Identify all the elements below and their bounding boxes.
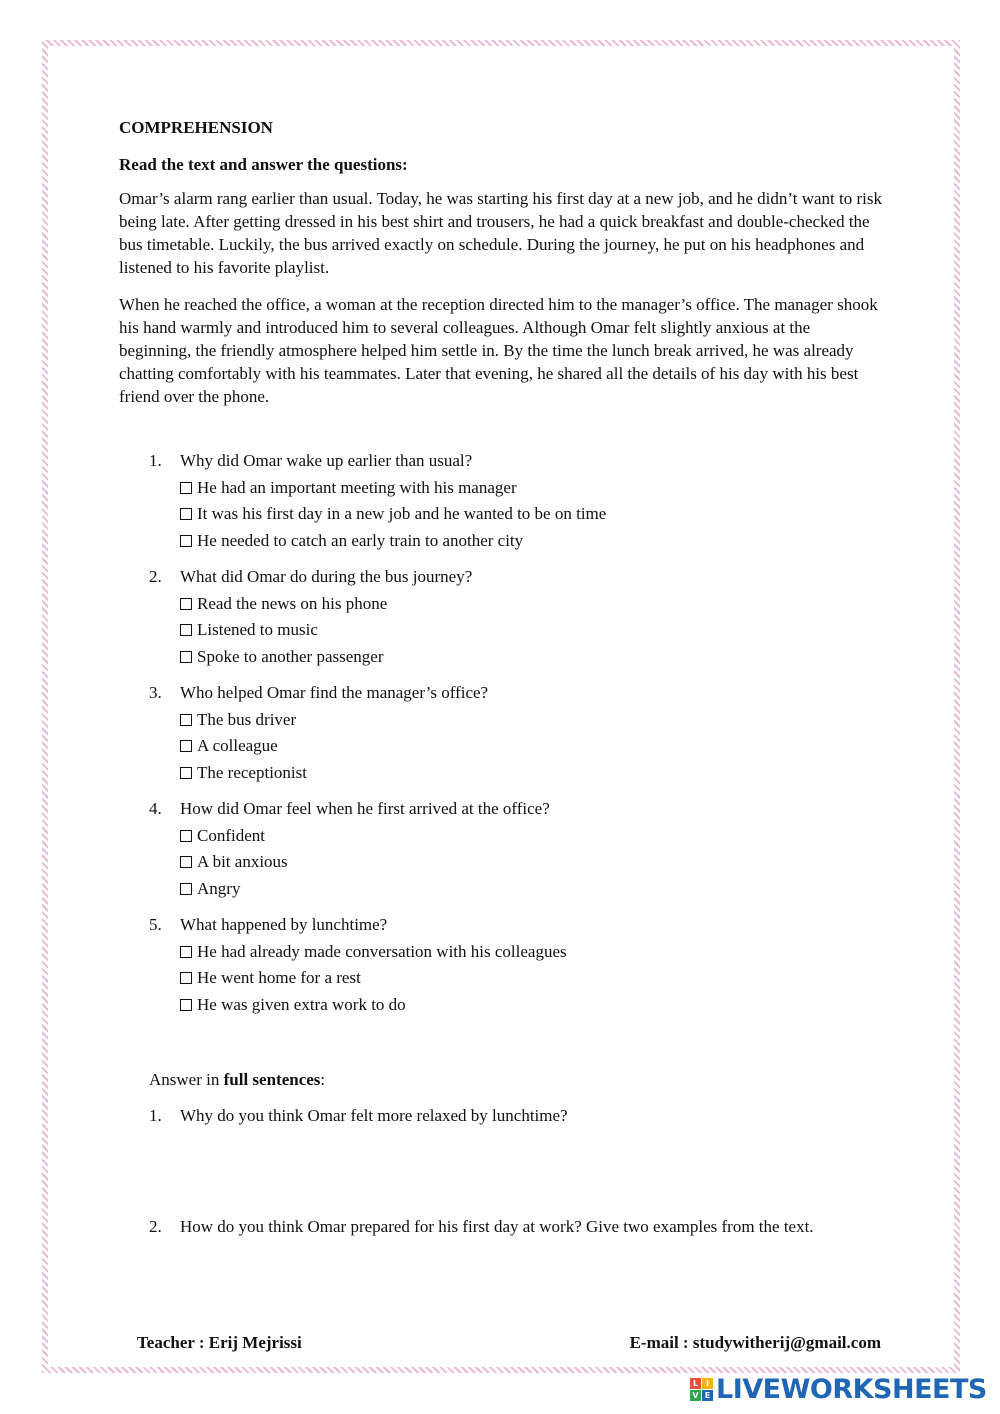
question-number: 4. (149, 799, 162, 818)
option-label: He was given extra work to do (197, 994, 406, 1014)
answer-option[interactable] (149, 733, 884, 760)
open-question (149, 1106, 884, 1126)
checkbox[interactable] (180, 830, 192, 842)
answer-option[interactable] (149, 823, 884, 850)
question-text: Why did Omar wake up earlier than usual? (180, 451, 473, 470)
option-label: Confident (197, 825, 265, 845)
option-label: He had already made conversation with his colleagues (197, 941, 567, 961)
question-text: Who helped Omar find the manager’s office? (180, 683, 489, 702)
open-question (149, 1217, 884, 1237)
answer-option[interactable] (149, 475, 884, 502)
checkbox[interactable] (180, 946, 192, 958)
checkbox[interactable] (180, 508, 192, 520)
option-label: A colleague (197, 736, 278, 755)
checkbox[interactable] (180, 624, 192, 636)
checkbox[interactable] (180, 482, 192, 494)
worksheet-content (119, 118, 884, 1237)
live-logo-icon: L I V E (690, 1378, 713, 1401)
instruction: Read the text and answer the questions: (119, 155, 408, 174)
question-item (149, 912, 884, 1018)
answer-option[interactable] (149, 644, 884, 671)
question-item (149, 564, 884, 670)
question-text: Why do you think Omar felt more relaxed by lunchtime? (180, 1106, 568, 1125)
liveworksheets-logo (690, 1374, 987, 1405)
checkbox[interactable] (180, 740, 192, 752)
checkbox[interactable] (180, 598, 192, 610)
teacher-email: E-mail : studywitherij@gmail.com (629, 1333, 881, 1352)
option-label: Spoke to another passenger (197, 646, 384, 666)
answer-option[interactable] (149, 528, 884, 555)
question-number: 1. (149, 1106, 162, 1125)
question-text: What did Omar do during the bus journey? (180, 567, 473, 586)
option-label: He needed to catch an early train to another city (197, 530, 524, 550)
question-text: What happened by lunchtime? (180, 915, 388, 934)
answer-option[interactable] (149, 849, 884, 876)
question-item (149, 680, 884, 786)
question-number: 2. (149, 567, 162, 586)
question-item (149, 796, 884, 902)
answer-option[interactable] (149, 939, 884, 966)
answer-option[interactable] (149, 992, 884, 1019)
answer-option[interactable] (149, 760, 884, 787)
option-label: Angry (197, 878, 241, 898)
checkbox[interactable] (180, 651, 192, 663)
answer-option[interactable] (149, 617, 884, 644)
option-label: Read the news on his phone (197, 593, 388, 613)
question-number: 1. (149, 451, 162, 470)
option-label: He had an important meeting with his manager (197, 477, 517, 497)
checkbox[interactable] (180, 972, 192, 984)
answer-instructions: Answer in full sentences: (149, 1070, 326, 1089)
multiple-choice-list (119, 448, 884, 1018)
answer-option[interactable] (149, 965, 884, 992)
question-number: 5. (149, 915, 162, 934)
checkbox[interactable] (180, 535, 192, 547)
option-label: The bus driver (197, 709, 297, 729)
checkbox[interactable] (180, 767, 192, 779)
option-label: It was his first day in a new job and he wanted to be on time (197, 504, 607, 523)
option-label: Listened to music (197, 620, 318, 639)
reading-paragraph: Omar’s alarm rang earlier than usual. Today, he was starting his first day at a new job, and he didn’t want to risk being late. After getting dressed in his best shirt and trousers, he had a quick breakfast and double-checked the bus timetable. Luckily, the bus arrived exactly on schedule. During the journey, he put on his headphones and listened to his favorite playlist. (119, 189, 882, 277)
page-title: COMPREHENSION (119, 118, 273, 137)
option-label: A bit anxious (197, 852, 288, 871)
question-item (149, 448, 884, 554)
checkbox[interactable] (180, 999, 192, 1011)
reading-paragraph: When he reached the office, a woman at the reception directed him to the manager’s office. The manager shook his hand warmly and introduced him to several colleagues. Although Omar felt slightly anxious at the beginning, the friendly atmosphere helped him settle in. By the time the lunch break arrived, he was already chatting comfortably with his teammates. Later that evening, he shared all the details of his day with his best friend over the phone. (119, 295, 878, 406)
answer-option[interactable] (149, 707, 884, 734)
teacher-name: Teacher : Erij Mejrissi (137, 1333, 302, 1352)
answer-option[interactable] (149, 591, 884, 618)
answer-option[interactable] (149, 876, 884, 903)
footer (137, 1333, 881, 1353)
question-number: 3. (149, 683, 162, 702)
checkbox[interactable] (180, 714, 192, 726)
option-label: The receptionist (197, 762, 307, 782)
answer-option[interactable] (149, 501, 884, 528)
brand-name: LIVEWORKSHEETS (716, 1374, 987, 1405)
question-text: How did Omar feel when he first arrived at the office? (180, 799, 550, 818)
option-label: He went home for a rest (197, 968, 361, 987)
checkbox[interactable] (180, 883, 192, 895)
checkbox[interactable] (180, 856, 192, 868)
question-text: How do you think Omar prepared for his first day at work? Give two examples from the text. (180, 1217, 814, 1236)
question-number: 2. (149, 1217, 162, 1236)
